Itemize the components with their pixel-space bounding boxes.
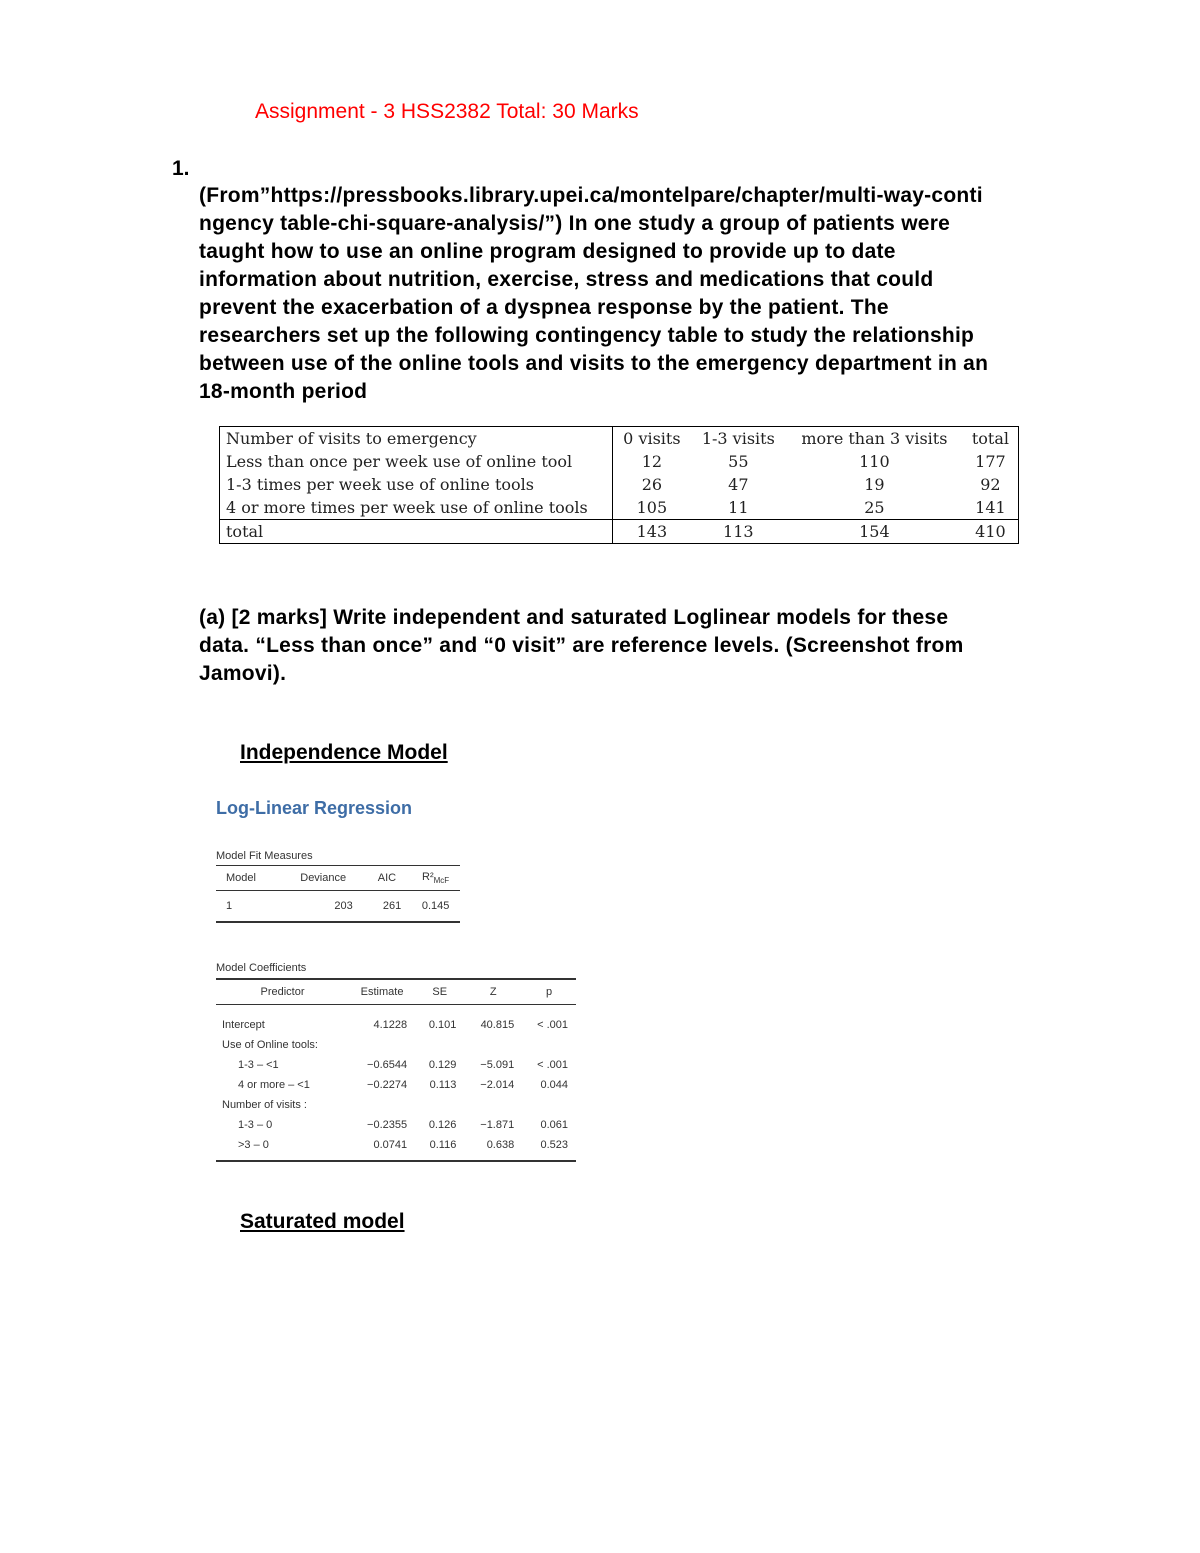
part-a-line: Jamovi). bbox=[199, 662, 287, 685]
table-cell: Less than once per week use of online tool bbox=[220, 450, 613, 473]
table-row bbox=[216, 1015, 576, 1035]
table-cell: 113 bbox=[691, 520, 786, 544]
table-header-row bbox=[216, 866, 460, 891]
table-cell: 47 bbox=[728, 475, 749, 494]
question-line: prevent the exacerbation of a dyspnea response by the patient. The bbox=[199, 296, 889, 319]
table-header-cell: SE bbox=[415, 979, 464, 1005]
table-header-cell: total bbox=[963, 427, 1019, 451]
fit-measures-table bbox=[216, 865, 460, 923]
table-header-cell: 1-3 visits bbox=[691, 427, 786, 451]
table-cell: 1-3 times per week use of online tools bbox=[220, 473, 613, 496]
question-line: information about nutrition, exercise, stress and medications that could bbox=[199, 268, 934, 291]
table-header-cell: p bbox=[522, 979, 576, 1005]
table-row bbox=[216, 1055, 576, 1075]
table-header-cell: AIC bbox=[363, 866, 411, 891]
r2-label: R² bbox=[422, 870, 434, 883]
group-label-row bbox=[216, 1035, 576, 1055]
question-text bbox=[199, 182, 1069, 406]
question-line: between use of the online tools and visits to the emergency department in an bbox=[199, 352, 989, 375]
table-cell: 19 bbox=[864, 475, 885, 494]
table-cell: 0.523 bbox=[522, 1135, 576, 1161]
table-cell: 55 bbox=[728, 452, 749, 471]
coefficients-table bbox=[216, 978, 576, 1162]
table-cell: 0.145 bbox=[411, 891, 460, 923]
table-cell: 0.116 bbox=[415, 1135, 464, 1161]
table-cell: 1 bbox=[216, 891, 284, 923]
r2-subscript: McF bbox=[433, 876, 450, 886]
saturated-model-heading: Saturated model bbox=[240, 1210, 405, 1233]
table-cell: 0.061 bbox=[540, 1119, 568, 1131]
table-cell: 1-3 – 0 bbox=[238, 1119, 273, 1131]
table-cell: 0.638 bbox=[464, 1135, 522, 1161]
table-cell: 12 bbox=[641, 452, 663, 471]
table-row bbox=[216, 1115, 576, 1135]
table-header-cell: 0 visits bbox=[613, 427, 691, 451]
question-number: 1. bbox=[172, 157, 190, 180]
table-cell: −0.2274 bbox=[367, 1079, 408, 1091]
spacer-row bbox=[216, 1005, 576, 1016]
table-cell: 203 bbox=[284, 891, 363, 923]
coefficients-title: Model Coefficients bbox=[216, 962, 307, 974]
contingency-table bbox=[219, 426, 1019, 544]
table-header-cell: Deviance bbox=[284, 866, 363, 891]
table-cell: 40.815 bbox=[480, 1019, 515, 1031]
table-cell: 0.0741 bbox=[349, 1135, 415, 1161]
table-cell: Intercept bbox=[222, 1019, 265, 1031]
table-header-cell: more than 3 visits bbox=[786, 427, 963, 451]
table-cell: 4 or more times per week use of online tools bbox=[220, 496, 613, 520]
table-header-row bbox=[220, 427, 1019, 451]
group-label: Use of Online tools: bbox=[222, 1039, 318, 1051]
table-cell: 25 bbox=[864, 498, 885, 517]
table-cell: 1-3 – <1 bbox=[238, 1059, 279, 1071]
question-line: ngency table-chi-square-analysis/”) In one study a group of patients were bbox=[199, 212, 951, 235]
table-row bbox=[216, 1075, 576, 1095]
table-row bbox=[216, 1135, 576, 1161]
table-cell: 154 bbox=[786, 520, 963, 544]
table-cell: 4 or more – <1 bbox=[238, 1079, 310, 1091]
table-cell: −0.6544 bbox=[367, 1059, 408, 1071]
fit-measures-title: Model Fit Measures bbox=[216, 850, 313, 862]
table-cell: −1.871 bbox=[480, 1119, 515, 1131]
table-cell: 410 bbox=[963, 520, 1019, 544]
table-cell: −2.014 bbox=[480, 1079, 515, 1091]
table-row bbox=[216, 891, 460, 923]
table-header-cell: Model bbox=[216, 866, 284, 891]
table-cell: >3 – 0 bbox=[216, 1135, 349, 1161]
table-cell: 11 bbox=[728, 498, 749, 517]
table-cell: 4.1228 bbox=[373, 1019, 408, 1031]
table-header-cell: Number of visits to emergency bbox=[220, 427, 613, 451]
table-cell: 261 bbox=[363, 891, 411, 923]
table-cell: 0.126 bbox=[428, 1119, 457, 1131]
table-cell: 92 bbox=[963, 473, 1019, 496]
table-cell: < .001 bbox=[537, 1059, 568, 1071]
independence-model-heading: Independence Model bbox=[240, 741, 448, 764]
part-a-line: (a) [2 marks] Write independent and saturated Loglinear models for these bbox=[199, 606, 949, 629]
part-a-text bbox=[199, 604, 1079, 688]
table-total-row bbox=[220, 520, 1019, 544]
table-row bbox=[220, 496, 1019, 520]
table-cell: 0.113 bbox=[429, 1079, 457, 1091]
table-header-cell: Predictor bbox=[216, 979, 349, 1005]
table-cell: 0.101 bbox=[428, 1019, 457, 1031]
table-cell: 26 bbox=[641, 475, 663, 494]
table-cell: < .001 bbox=[537, 1019, 568, 1031]
table-header-row bbox=[216, 979, 576, 1005]
question-line: researchers set up the following contingency table to study the relationship bbox=[199, 324, 975, 347]
group-label-row bbox=[216, 1095, 576, 1115]
question-line: (From”https://pressbooks.library.upei.ca/montelpare/chapter/multi-way-conti bbox=[199, 184, 983, 207]
table-cell: −5.091 bbox=[480, 1059, 515, 1071]
table-cell: 110 bbox=[859, 452, 890, 471]
table-cell: 0.044 bbox=[540, 1079, 568, 1091]
table-cell: 105 bbox=[636, 498, 668, 517]
table-row bbox=[220, 473, 1019, 496]
table-row bbox=[220, 450, 1019, 473]
assignment-title: Assignment - 3 HSS2382 Total: 30 Marks bbox=[255, 100, 639, 123]
jamovi-screenshot bbox=[216, 798, 586, 1151]
table-header-cell: Estimate bbox=[349, 979, 415, 1005]
part-a-line: data. “Less than once” and “0 visit” are reference levels. (Screenshot from bbox=[199, 634, 964, 657]
group-label: Number of visits : bbox=[222, 1099, 307, 1111]
question-line: 18-month period bbox=[199, 380, 368, 403]
table-cell: total bbox=[220, 520, 613, 544]
question-line: taught how to use an online program designed to provide up to date bbox=[199, 240, 896, 263]
table-cell: 177 bbox=[963, 450, 1019, 473]
jamovi-title: Log-Linear Regression bbox=[216, 798, 413, 818]
table-header-cell: Z bbox=[464, 979, 522, 1005]
table-cell: −0.2355 bbox=[367, 1119, 408, 1131]
table-cell: 143 bbox=[613, 520, 691, 544]
table-cell: 0.129 bbox=[428, 1059, 457, 1071]
table-header-cell bbox=[411, 866, 460, 891]
table-cell: 141 bbox=[963, 496, 1019, 520]
